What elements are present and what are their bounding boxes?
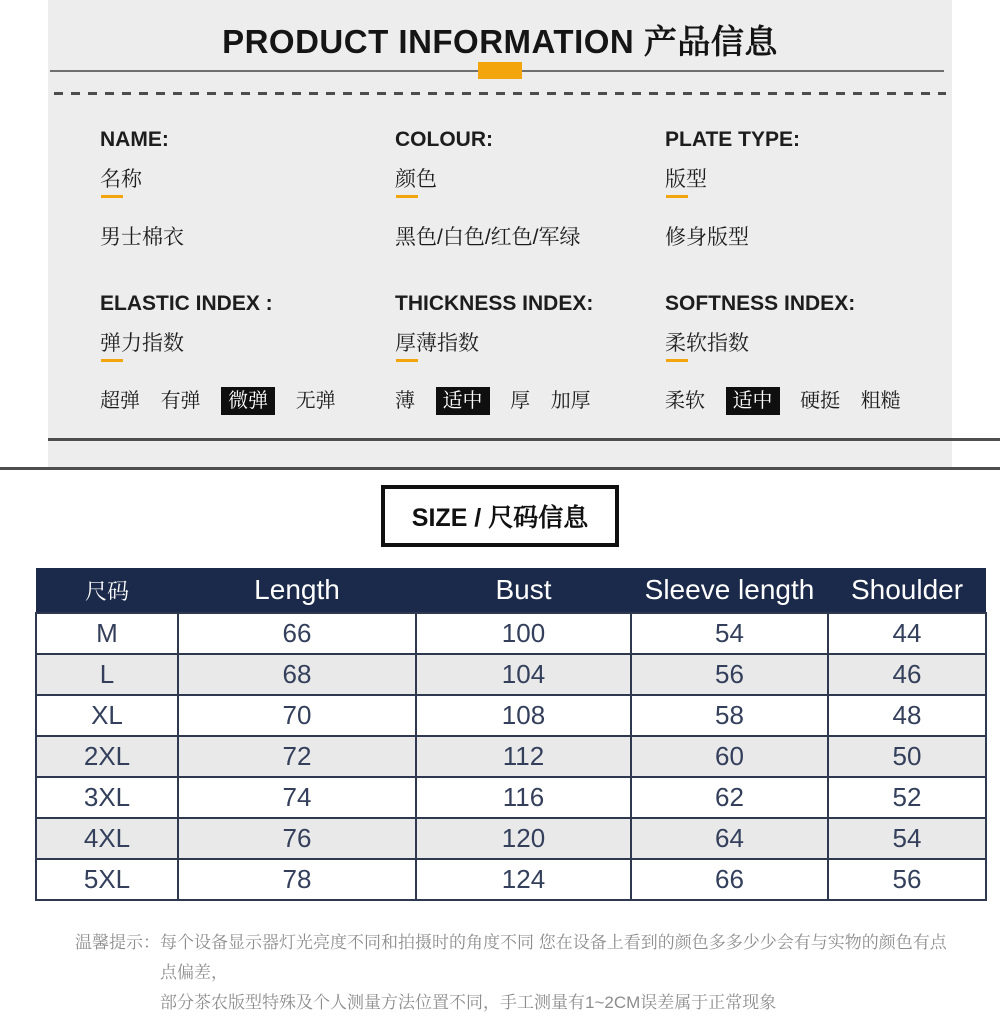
cell-bust: 100	[416, 613, 631, 654]
option-tag: 粗糙	[860, 390, 901, 412]
index-label-en: SOFTNESS INDEX:	[665, 292, 856, 315]
index-options	[100, 384, 395, 413]
option-tag: 有弹	[160, 390, 201, 412]
cell-shoulder: 54	[828, 818, 986, 859]
table-row	[36, 613, 986, 654]
cell-length: 68	[178, 654, 416, 695]
cell-bust: 124	[416, 859, 631, 900]
table-row	[36, 859, 986, 900]
note-line-1: 每个设备显示器灯光亮度不同和拍摄时的角度不同 您在设备上看到的颜色多多少少会有与实物的颜色有点点偏差，	[160, 933, 947, 982]
field-value: 男士棉衣	[100, 226, 184, 249]
accent-bar	[478, 62, 522, 79]
accent-underline	[101, 195, 123, 198]
table-row	[36, 695, 986, 736]
size-section-title: SIZE / 尺码信息	[381, 485, 619, 547]
field-label-en: PLATE TYPE:	[665, 128, 800, 151]
cell-bust: 108	[416, 695, 631, 736]
option-tag: 超弹	[100, 390, 140, 412]
cell-size: L	[36, 654, 178, 695]
field-row	[100, 128, 944, 251]
cell-length: 74	[178, 777, 416, 818]
cell-size: 5XL	[36, 859, 178, 900]
option-tag: 厚	[510, 390, 531, 412]
table-row	[36, 818, 986, 859]
product-info-panel	[48, 0, 952, 467]
note-lines	[160, 928, 958, 1018]
index-label-zh: 柔软指数	[665, 332, 944, 355]
cell-shoulder: 56	[828, 859, 986, 900]
cell-sleeve: 60	[631, 736, 828, 777]
cell-size: XL	[36, 695, 178, 736]
page-title	[48, 16, 952, 63]
col-header-bust: Bust	[416, 568, 631, 613]
cell-sleeve: 62	[631, 777, 828, 818]
cell-sleeve: 66	[631, 859, 828, 900]
field-colour	[395, 128, 665, 251]
accent-underline	[396, 195, 418, 198]
accent-underline	[101, 359, 123, 362]
dashed-divider-top	[54, 92, 946, 95]
option-tag: 加厚	[550, 390, 591, 412]
option-tag: 柔软	[665, 390, 705, 412]
cell-sleeve: 54	[631, 613, 828, 654]
cell-size: 4XL	[36, 818, 178, 859]
index-elastic	[100, 292, 395, 413]
index-softness	[665, 292, 944, 413]
index-label-zh: 弹力指数	[100, 332, 395, 355]
index-label-en: THICKNESS INDEX:	[395, 292, 594, 315]
option-tag: 薄	[395, 390, 415, 412]
cell-length: 72	[178, 736, 416, 777]
index-options	[395, 384, 665, 413]
option-tag-selected: 适中	[726, 387, 780, 415]
disclaimer-note	[75, 928, 958, 1018]
field-label-en: COLOUR:	[395, 128, 493, 151]
page-title-zh: 产品信息	[643, 23, 778, 60]
cell-bust: 112	[416, 736, 631, 777]
cell-shoulder: 44	[828, 613, 986, 654]
field-value: 黑色/白色/红色/军绿	[395, 226, 581, 249]
cell-shoulder: 46	[828, 654, 986, 695]
table-row	[36, 654, 986, 695]
accent-underline	[396, 359, 418, 362]
note-line-2: 部分茶农版型特殊及个人测量方法位置不同，手工测量有1~2CM误差属于正常现象	[160, 993, 777, 1012]
page-title-en: PRODUCT INFORMATION	[222, 23, 635, 60]
size-table	[35, 568, 987, 901]
cell-bust: 104	[416, 654, 631, 695]
cell-sleeve: 64	[631, 818, 828, 859]
field-label-zh: 名称	[100, 168, 395, 191]
field-plate-type	[665, 128, 944, 251]
cell-length: 78	[178, 859, 416, 900]
index-label-zh: 厚薄指数	[395, 332, 665, 355]
index-options	[665, 384, 944, 413]
index-label-en: ELASTIC INDEX :	[100, 292, 273, 315]
cell-sleeve: 58	[631, 695, 828, 736]
dashed-divider-bottom	[48, 438, 1000, 441]
accent-underline	[666, 359, 688, 362]
cell-size: M	[36, 613, 178, 654]
table-header-row	[36, 568, 986, 613]
cell-size: 2XL	[36, 736, 178, 777]
cell-shoulder: 50	[828, 736, 986, 777]
option-tag-selected: 微弹	[221, 387, 275, 415]
field-label-en: NAME:	[100, 128, 169, 151]
option-tag: 无弹	[295, 390, 336, 412]
cell-length: 76	[178, 818, 416, 859]
cell-size: 3XL	[36, 777, 178, 818]
note-prefix: 温馨提示：	[75, 933, 160, 952]
col-header-sleeve: Sleeve length	[631, 568, 828, 613]
cell-shoulder: 52	[828, 777, 986, 818]
field-name	[100, 128, 395, 251]
cell-length: 66	[178, 613, 416, 654]
col-header-shoulder: Shoulder	[828, 568, 986, 613]
col-header-length: Length	[178, 568, 416, 613]
option-tag-selected: 适中	[436, 387, 490, 415]
size-section	[0, 467, 1000, 1018]
option-tag: 硬挺	[800, 390, 841, 412]
col-header-size: 尺码	[36, 568, 178, 613]
cell-bust: 116	[416, 777, 631, 818]
field-label-zh: 颜色	[395, 168, 665, 191]
index-row	[100, 292, 944, 413]
cell-sleeve: 56	[631, 654, 828, 695]
cell-shoulder: 48	[828, 695, 986, 736]
cell-bust: 120	[416, 818, 631, 859]
field-label-zh: 版型	[665, 168, 944, 191]
cell-length: 70	[178, 695, 416, 736]
index-thickness	[395, 292, 665, 413]
table-row	[36, 777, 986, 818]
accent-underline	[666, 195, 688, 198]
table-row	[36, 736, 986, 777]
field-value: 修身版型	[665, 226, 749, 249]
